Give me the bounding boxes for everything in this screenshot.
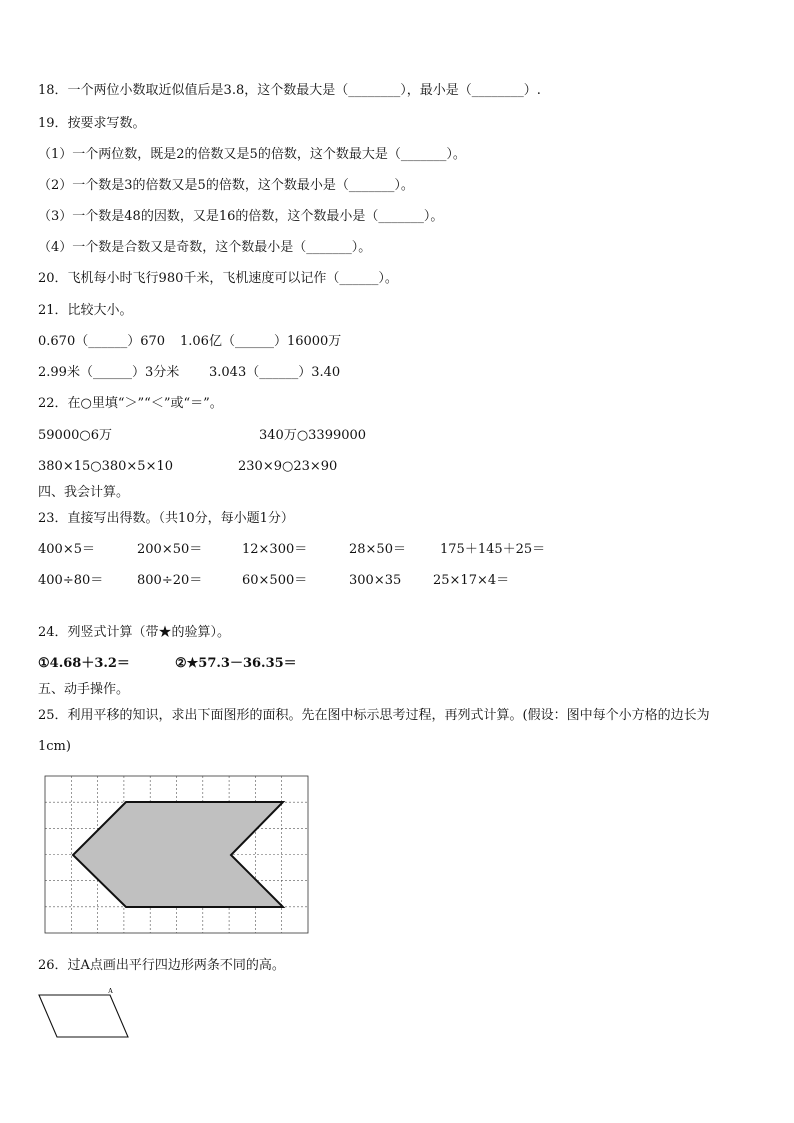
calc-item: 12×300＝ (242, 542, 308, 557)
compare-item: 1.06亿（______）16000万 (180, 334, 342, 349)
compare-item: 340万○3399000 (259, 428, 367, 443)
compare-item: 3.043（______）3.40 (209, 365, 341, 380)
question-19-item-4: （4）一个数是合数又是奇数，这个数最小是（_______）。 (38, 240, 372, 255)
question-26-title: 26．过A点画出平行四边形两条不同的高。 (38, 958, 285, 973)
section-4-heading: 四、我会计算。 (38, 485, 130, 500)
vertical-calc-item: ①4.68＋3.2＝ (38, 656, 130, 671)
point-a-label: A (108, 987, 114, 995)
question-19-item-3: （3）一个数是48的因数，又是16的倍数，这个数最小是（_______）。 (38, 209, 444, 224)
vertical-calc-item: ②★57.3－36.35＝ (175, 656, 297, 671)
compare-item: 2.99米（______）3分米 (38, 365, 180, 380)
parallelogram-shape (39, 995, 128, 1037)
question-19-item-2: （2）一个数是3的倍数又是5的倍数，这个数最小是（_______）。 (38, 178, 414, 193)
calc-item: 300×35 (349, 573, 402, 588)
question-22-title: 22．在○里填“＞”“＜”或“＝”。 (38, 396, 223, 411)
calc-item: 28×50＝ (349, 542, 406, 557)
shaded-arrow-shape (73, 802, 283, 907)
question-21-title: 21．比较大小。 (38, 303, 133, 318)
calc-item: 60×500＝ (242, 573, 308, 588)
calc-item: 400÷80＝ (38, 573, 104, 588)
compare-item: 59000○6万 (38, 428, 112, 443)
question-18: 18．一个两位小数取近似值后是3.8，这个数最大是（________），最小是（________）. (38, 83, 541, 98)
question-19-item-1: （1）一个两位数，既是2的倍数又是5的倍数，这个数最大是（_______）。 (38, 147, 466, 162)
translation-grid-figure (44, 775, 310, 935)
question-23-title: 23．直接写出得数。（共10分，每小题1分） (38, 511, 294, 526)
question-19-title: 19．按要求写数。 (38, 116, 146, 131)
question-20: 20．飞机每小时飞行980千米，飞机速度可以记作（______）。 (38, 271, 398, 286)
section-5-heading: 五、动手操作。 (38, 682, 130, 697)
parallelogram-figure (36, 985, 136, 1043)
calc-item: 800÷20＝ (137, 573, 203, 588)
calc-item: 200×50＝ (137, 542, 203, 557)
calc-item: 400×5＝ (38, 542, 95, 557)
question-24-title: 24．列竖式计算（带★的验算）。 (38, 625, 231, 640)
calc-item: 175＋145＋25＝ (440, 542, 546, 557)
calc-item: 25×17×4＝ (433, 573, 510, 588)
compare-item: 230×9○23×90 (238, 459, 338, 474)
question-25-line-2: 1cm) (38, 739, 71, 754)
compare-item: 0.670（______）670 (38, 334, 166, 349)
compare-item: 380×15○380×5×10 (38, 459, 174, 474)
question-25-line-1: 25．利用平移的知识，求出下面图形的面积。先在图中标示思考过程，再列式计算。(假设：图中每个小方格的边长为 (38, 708, 710, 723)
